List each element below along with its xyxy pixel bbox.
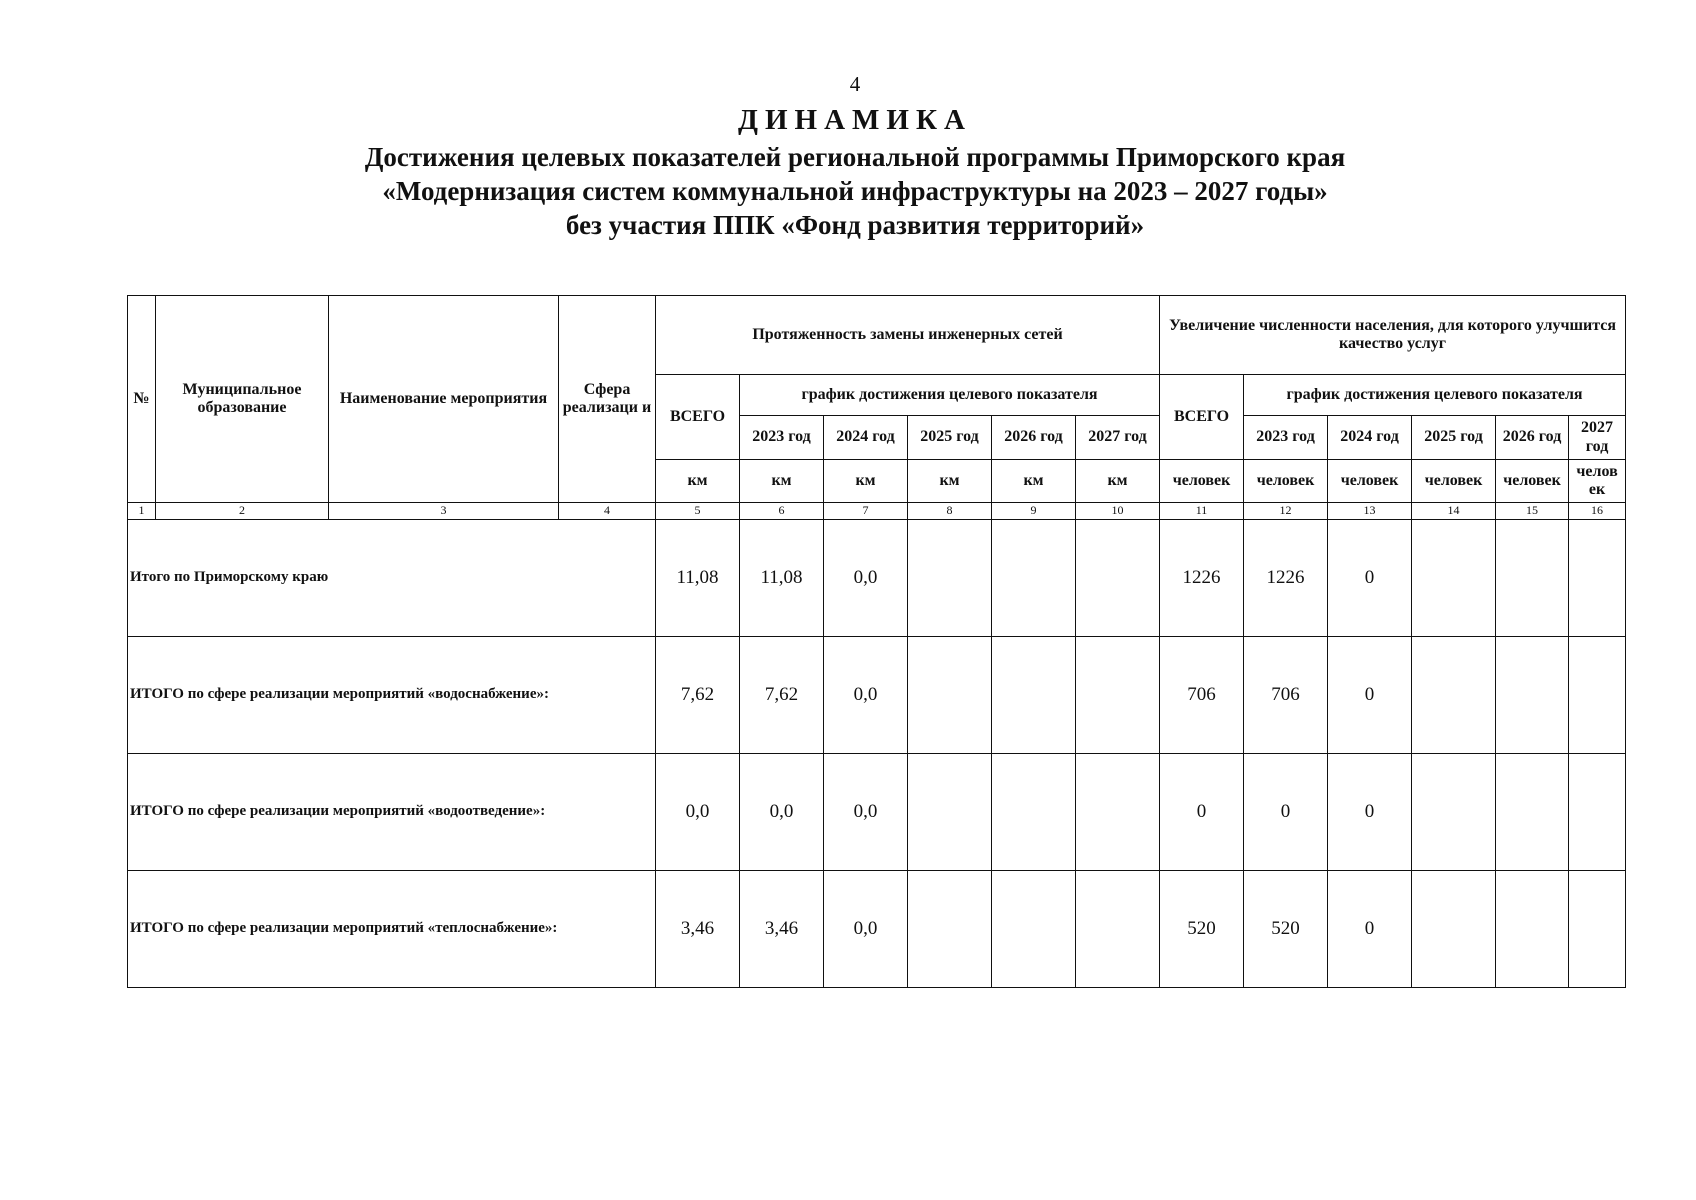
- table-cell: 3,46: [740, 871, 824, 988]
- table-cell: 0: [1328, 754, 1412, 871]
- table-cell: [992, 754, 1076, 871]
- table-cell: [1569, 637, 1626, 754]
- row-label: ИТОГО по сфере реализации мероприятий «теплоснабжение»:: [128, 871, 656, 988]
- column-number: 9: [992, 503, 1076, 520]
- header-schedule-people: график достижения целевого показателя: [1244, 375, 1626, 416]
- header-year-net-2025: 2025 год: [908, 416, 992, 460]
- table-cell: 0,0: [824, 637, 908, 754]
- table-row: [128, 637, 1626, 754]
- table-row: [128, 871, 1626, 988]
- header-year-pop-2026: 2026 год: [1496, 416, 1569, 460]
- column-number: 6: [740, 503, 824, 520]
- unit-people: человек: [1328, 460, 1412, 503]
- table-cell: 7,62: [656, 637, 740, 754]
- header-year-net-2027: 2027 год: [1076, 416, 1160, 460]
- table-cell: 0: [1244, 754, 1328, 871]
- table-cell: 11,08: [740, 520, 824, 637]
- table-row: [128, 754, 1626, 871]
- table-cell: 0,0: [824, 520, 908, 637]
- table-cell: [1569, 520, 1626, 637]
- table-cell: [1496, 754, 1569, 871]
- table-cell: [1496, 637, 1569, 754]
- header-total-people: ВСЕГО: [1160, 375, 1244, 460]
- table-cell: 1226: [1244, 520, 1328, 637]
- column-number: 13: [1328, 503, 1412, 520]
- table-cell: [1412, 520, 1496, 637]
- table-cell: [1496, 871, 1569, 988]
- table-cell: 0,0: [656, 754, 740, 871]
- header-event-name: Наименование мероприятия: [329, 296, 559, 503]
- table-cell: 706: [1244, 637, 1328, 754]
- table-cell: [992, 637, 1076, 754]
- subtitle-line-1: Достижения целевых показателей региональной программы Приморского края: [364, 142, 1346, 172]
- table-cell: 1226: [1160, 520, 1244, 637]
- unit-km: км: [824, 460, 908, 503]
- page-number: 4: [849, 72, 861, 96]
- unit-people: человек: [1244, 460, 1328, 503]
- header-schedule-km: график достижения целевого показателя: [740, 375, 1160, 416]
- table-cell: [1412, 637, 1496, 754]
- subtitle-line-2: «Модернизация систем коммунальной инфраструктуры на 2023 – 2027 годы»: [382, 176, 1328, 206]
- table-cell: 520: [1160, 871, 1244, 988]
- table-cell: 0,0: [740, 754, 824, 871]
- table-cell: 3,46: [656, 871, 740, 988]
- column-number: 4: [559, 503, 656, 520]
- table-cell: [908, 520, 992, 637]
- table-cell: 0: [1328, 637, 1412, 754]
- unit-people: человек: [1160, 460, 1244, 503]
- header-network-group: Протяженность замены инженерных сетей: [656, 296, 1160, 375]
- unit-km: км: [908, 460, 992, 503]
- unit-people: человек: [1412, 460, 1496, 503]
- column-number: 8: [908, 503, 992, 520]
- unit-km: км: [1076, 460, 1160, 503]
- table-cell: [1076, 871, 1160, 988]
- column-number: 11: [1160, 503, 1244, 520]
- table-cell: [1076, 520, 1160, 637]
- header-year-pop-2025: 2025 год: [1412, 416, 1496, 460]
- indicators-table: [127, 295, 1626, 988]
- column-number: 16: [1569, 503, 1626, 520]
- header-sphere: Сфера реализаци и: [559, 296, 656, 503]
- table-cell: 0,0: [824, 754, 908, 871]
- header-total-km: ВСЕГО: [656, 375, 740, 460]
- table-cell: [1076, 754, 1160, 871]
- column-number: 10: [1076, 503, 1160, 520]
- header-year-pop-2023: 2023 год: [1244, 416, 1328, 460]
- header-year-net-2023: 2023 год: [740, 416, 824, 460]
- table-cell: [908, 754, 992, 871]
- unit-km: км: [992, 460, 1076, 503]
- table-row: [128, 520, 1626, 637]
- header-year-net-2026: 2026 год: [992, 416, 1076, 460]
- unit-km: км: [740, 460, 824, 503]
- table-cell: [1569, 754, 1626, 871]
- row-label: ИТОГО по сфере реализации мероприятий «водоснабжение»:: [128, 637, 656, 754]
- table-cell: [908, 637, 992, 754]
- table-cell: 520: [1244, 871, 1328, 988]
- table-cell: [1569, 871, 1626, 988]
- header-year-pop-2027: 2027 год: [1569, 416, 1626, 460]
- table-cell: 706: [1160, 637, 1244, 754]
- subtitle-line-3: без участия ППК «Фонд развития территорий»: [565, 210, 1145, 240]
- column-number: 3: [329, 503, 559, 520]
- table-cell: 7,62: [740, 637, 824, 754]
- header-no: №: [128, 296, 156, 503]
- row-label: Итого по Приморскому краю: [128, 520, 656, 637]
- table-cell: 0: [1328, 871, 1412, 988]
- table-cell: 0,0: [824, 871, 908, 988]
- header-population-group: Увеличение численности населения, для которого улучшится качество услуг: [1160, 296, 1626, 375]
- column-number: 5: [656, 503, 740, 520]
- table-cell: 0: [1328, 520, 1412, 637]
- unit-people: человек: [1496, 460, 1569, 503]
- header-year-net-2024: 2024 год: [824, 416, 908, 460]
- column-number: 7: [824, 503, 908, 520]
- header-municipality: Муниципальное образование: [156, 296, 329, 503]
- column-number: 15: [1496, 503, 1569, 520]
- row-label: ИТОГО по сфере реализации мероприятий «водоотведение»:: [128, 754, 656, 871]
- column-number: 12: [1244, 503, 1328, 520]
- table-cell: 11,08: [656, 520, 740, 637]
- table-cell: [908, 871, 992, 988]
- unit-people-last: челов ек: [1569, 460, 1626, 503]
- column-number: 1: [128, 503, 156, 520]
- table-cell: [1496, 520, 1569, 637]
- table-cell: [992, 871, 1076, 988]
- document-title: ДИНАМИКА: [738, 104, 972, 136]
- column-number: 2: [156, 503, 329, 520]
- column-number: 14: [1412, 503, 1496, 520]
- table-cell: 0: [1160, 754, 1244, 871]
- table-cell: [1076, 637, 1160, 754]
- unit-km: км: [656, 460, 740, 503]
- header-year-pop-2024: 2024 год: [1328, 416, 1412, 460]
- table-cell: [992, 520, 1076, 637]
- table-cell: [1412, 871, 1496, 988]
- table-cell: [1412, 754, 1496, 871]
